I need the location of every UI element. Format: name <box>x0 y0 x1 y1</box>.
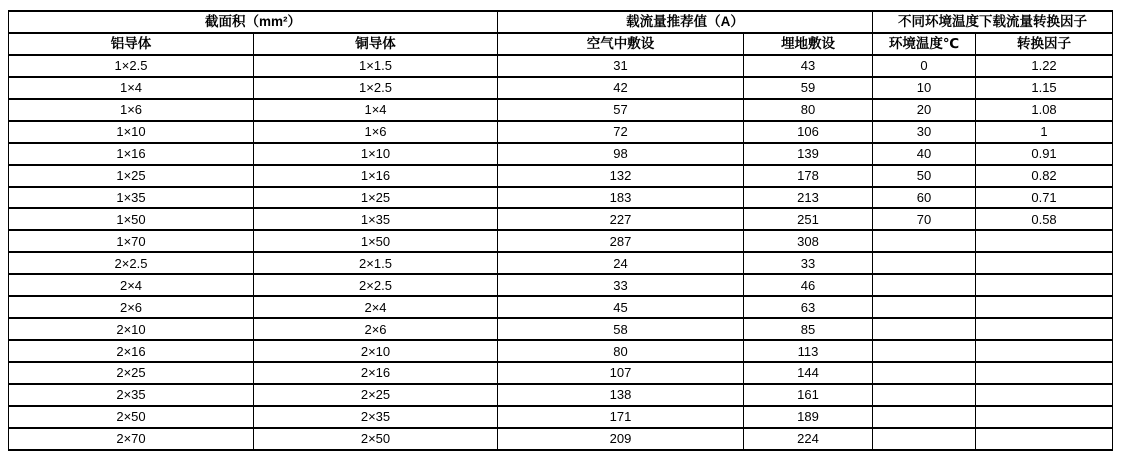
table-cell: 1×16 <box>254 165 498 187</box>
table-cell: 1×50 <box>254 230 498 252</box>
table-cell: 2×6 <box>254 318 498 340</box>
group-header-ampacity: 载流量推荐值（A） <box>498 11 873 33</box>
table-cell: 1×35 <box>9 187 254 209</box>
table-cell: 72 <box>498 121 744 143</box>
table-cell: 1×10 <box>9 121 254 143</box>
table-cell: 2×35 <box>9 384 254 406</box>
table-cell: 2×2.5 <box>254 274 498 296</box>
table-cell <box>976 340 1113 362</box>
table-cell: 80 <box>498 340 744 362</box>
table-row <box>9 428 1113 450</box>
table-cell: 63 <box>744 296 873 318</box>
column-header-ambient-temp: 环境温度℃ <box>873 33 976 55</box>
column-header-row <box>9 33 1113 55</box>
table-cell: 287 <box>498 230 744 252</box>
table-header <box>9 11 1113 55</box>
table-cell: 213 <box>744 187 873 209</box>
table-cell: 2×50 <box>254 428 498 450</box>
table-cell <box>976 318 1113 340</box>
table-row <box>9 318 1113 340</box>
table-cell: 2×1.5 <box>254 252 498 274</box>
table-cell <box>976 362 1113 384</box>
table-cell: 24 <box>498 252 744 274</box>
table-cell: 1.22 <box>976 55 1113 77</box>
table-cell: 2×4 <box>9 274 254 296</box>
table-cell: 1.15 <box>976 77 1113 99</box>
table-row <box>9 143 1113 165</box>
table-cell <box>873 296 976 318</box>
table-cell: 251 <box>744 208 873 230</box>
table-cell <box>873 230 976 252</box>
table-cell: 2×50 <box>9 406 254 428</box>
table-cell <box>873 384 976 406</box>
table-cell: 1×35 <box>254 208 498 230</box>
table-cell: 1×16 <box>9 143 254 165</box>
table-cell: 1×6 <box>9 99 254 121</box>
table-cell: 1.08 <box>976 99 1113 121</box>
table-cell: 2×16 <box>254 362 498 384</box>
group-header-cross-section: 截面积（mm²） <box>9 11 498 33</box>
table-cell: 0.82 <box>976 165 1113 187</box>
table-cell: 1×25 <box>9 165 254 187</box>
table-cell: 106 <box>744 121 873 143</box>
table-cell: 1×4 <box>254 99 498 121</box>
table-cell: 50 <box>873 165 976 187</box>
table-row <box>9 384 1113 406</box>
table-cell: 2×4 <box>254 296 498 318</box>
table-cell: 60 <box>873 187 976 209</box>
table-cell: 33 <box>498 274 744 296</box>
table-cell <box>873 428 976 450</box>
table-cell <box>873 318 976 340</box>
table-cell: 224 <box>744 428 873 450</box>
table-cell <box>873 406 976 428</box>
table-row <box>9 55 1113 77</box>
table-cell: 2×16 <box>9 340 254 362</box>
table-row <box>9 340 1113 362</box>
table-cell: 1×50 <box>9 208 254 230</box>
table-cell: 1 <box>976 121 1113 143</box>
column-header-copper: 铜导体 <box>254 33 498 55</box>
table-cell: 33 <box>744 252 873 274</box>
table-cell: 138 <box>498 384 744 406</box>
cable-ampacity-table <box>8 10 1113 451</box>
table-cell: 98 <box>498 143 744 165</box>
table-cell: 1×1.5 <box>254 55 498 77</box>
column-header-factor: 转换因子 <box>976 33 1113 55</box>
table-cell: 45 <box>498 296 744 318</box>
table-cell: 43 <box>744 55 873 77</box>
table-cell <box>976 230 1113 252</box>
table-cell <box>976 384 1113 406</box>
table-cell <box>873 362 976 384</box>
table-cell: 57 <box>498 99 744 121</box>
table-cell: 2×25 <box>9 362 254 384</box>
table-cell: 308 <box>744 230 873 252</box>
column-header-aluminum: 铝导体 <box>9 33 254 55</box>
table-cell: 132 <box>498 165 744 187</box>
table-cell <box>976 252 1113 274</box>
table-cell: 1×10 <box>254 143 498 165</box>
table-row <box>9 165 1113 187</box>
table-cell: 58 <box>498 318 744 340</box>
table-cell: 20 <box>873 99 976 121</box>
table-cell: 1×25 <box>254 187 498 209</box>
column-header-air-laid: 空气中敷设 <box>498 33 744 55</box>
table-cell: 2×10 <box>9 318 254 340</box>
table-cell: 10 <box>873 77 976 99</box>
table-cell: 144 <box>744 362 873 384</box>
table-cell: 2×2.5 <box>9 252 254 274</box>
table-cell: 42 <box>498 77 744 99</box>
table-cell: 80 <box>744 99 873 121</box>
group-header-row <box>9 11 1113 33</box>
table-cell <box>976 296 1113 318</box>
table-row <box>9 252 1113 274</box>
table-cell: 85 <box>744 318 873 340</box>
table-cell: 161 <box>744 384 873 406</box>
table-row <box>9 77 1113 99</box>
table-cell <box>873 274 976 296</box>
table-cell: 70 <box>873 208 976 230</box>
column-header-buried: 埋地敷设 <box>744 33 873 55</box>
table-cell: 2×70 <box>9 428 254 450</box>
table-row <box>9 296 1113 318</box>
table-cell: 1×2.5 <box>9 55 254 77</box>
table-cell: 2×25 <box>254 384 498 406</box>
table-row <box>9 208 1113 230</box>
table-cell: 0 <box>873 55 976 77</box>
table-cell: 2×35 <box>254 406 498 428</box>
table-row <box>9 406 1113 428</box>
table-cell: 2×10 <box>254 340 498 362</box>
table-cell: 0.71 <box>976 187 1113 209</box>
table-cell: 46 <box>744 274 873 296</box>
table-cell: 171 <box>498 406 744 428</box>
table-cell: 1×70 <box>9 230 254 252</box>
table-row <box>9 362 1113 384</box>
table-cell <box>873 252 976 274</box>
table-cell: 30 <box>873 121 976 143</box>
table-cell <box>873 340 976 362</box>
table-row <box>9 187 1113 209</box>
table-cell <box>976 406 1113 428</box>
table-cell <box>976 274 1113 296</box>
table-cell: 139 <box>744 143 873 165</box>
table-cell: 183 <box>498 187 744 209</box>
table-cell: 1×4 <box>9 77 254 99</box>
table-cell: 0.91 <box>976 143 1113 165</box>
table-cell: 209 <box>498 428 744 450</box>
table-row <box>9 121 1113 143</box>
table-body <box>9 55 1113 450</box>
table-cell: 59 <box>744 77 873 99</box>
table-cell: 0.58 <box>976 208 1113 230</box>
table-cell: 107 <box>498 362 744 384</box>
table-cell: 189 <box>744 406 873 428</box>
table-cell: 178 <box>744 165 873 187</box>
table-cell: 227 <box>498 208 744 230</box>
table-cell <box>976 428 1113 450</box>
table-cell: 1×6 <box>254 121 498 143</box>
table-row <box>9 274 1113 296</box>
group-header-conversion-factor: 不同环境温度下载流量转换因子 <box>873 11 1113 33</box>
table-cell: 1×2.5 <box>254 77 498 99</box>
table-cell: 40 <box>873 143 976 165</box>
table-cell: 31 <box>498 55 744 77</box>
table-row <box>9 230 1113 252</box>
table-cell: 2×6 <box>9 296 254 318</box>
table-row <box>9 99 1113 121</box>
table-cell: 113 <box>744 340 873 362</box>
